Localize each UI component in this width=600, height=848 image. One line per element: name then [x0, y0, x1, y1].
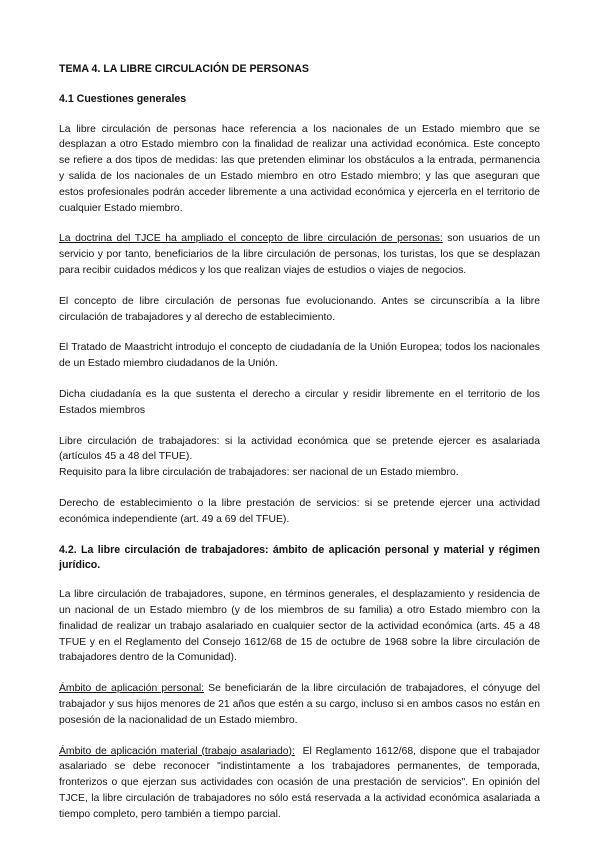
- section-heading-4-2: 4.2. La libre circulación de trabajadores: ámbito de aplicación personal y material y régimen jurídico.: [59, 543, 540, 572]
- paragraph-citizenship: Dicha ciudadanía es la que sustenta el derecho a circular y residir libremente en el territorio de los Estados miembros: [59, 388, 540, 416]
- paragraph-text: El Reglamento 1612/68, dispone que el trabajador asalariado se debe reconocer "indistintamente a los trabajadores permanentes, de temporada, fronterizos o que ejerzan sus actividades con ocasión de una prestación de servicios". En opinión del TJCE, la libre circulación de trabajadores no sólo está reservada a la actividad económica asalariada a tiempo completo, pero también a tiempo parcial.: [59, 745, 543, 820]
- paragraph-maastricht: El Tratado de Maastricht introdujo el concepto de ciudadanía de la Unión Europea; todos los nacionales de un Estado miembro ciudadanos de la Unión.: [59, 342, 540, 370]
- paragraph-text: son usuarios de un servicio y por tanto, beneficiarios de la libre circulación de personas, los turistas, los que se desplazan para recibir cuidados médicos y los que realizan viajes de estudios o viajes de negocios.: [59, 233, 540, 276]
- paragraph-text: Se beneficiarán de la libre circulación de trabajadores, el cónyuge del trabajador y sus hijos menores de 21 años que estén a su cargo, incluso si en ambos casos no están en posesión de la nacionalidad de un Estado miembro.: [59, 683, 541, 726]
- document-title: TEMA 4. LA LIBRE CIRCULACIÓN DE PERSONAS: [59, 63, 309, 75]
- section-heading-4-1: 4.1 Cuestiones generales: [59, 92, 187, 105]
- paragraph-tjce-doctrine: [59, 231, 540, 278]
- paragraph-requirement: Requisito para la libre circulación de trabajadores: ser nacional de un Estado miembro.: [59, 467, 459, 479]
- paragraph-definition: La libre circulación de personas hace referencia a los nacionales de un Estado miembro que se desplazan a otro Estado miembro con la finalidad de realizar una actividad económica. Este concepto se refiere a dos tipos de medidas: las que pretenden eliminar los obstáculos a la entrada, permanencia y salida de los nacionales de un Estado miembro en otro Estado miembro; y las que aseguran que estos profesionales podrán acceder libremente a una actividad económica y ejercerla en el territorio de cualquier Estado miembro.: [59, 123, 540, 214]
- underlined-lead: Ámbito de aplicación material (trabajo asalariado):: [59, 745, 295, 757]
- paragraph-evolution: El concepto de libre circulación de personas fue evolucionando. Antes se circunscribía a la libre circulación de trabajadores y al derecho de establecimiento.: [59, 295, 540, 323]
- paragraph-workers-definition: La libre circulación de trabajadores, supone, en términos generales, el desplazamiento y residencia de un nacional de un Estado miembro (y de los miembros de su familia) a otro Estado miembro con la finalidad de realizar un trabajo asalariado en cualquier sector de la actividad económica (arts. 45 a 48 TFUE y en el Reglamento del Consejo 1612/68 de 15 de octubre de 1968 sobre la libre circulación de trabajadores dentro de la Comunidad).: [59, 589, 540, 664]
- underlined-lead: La doctrina del TJCE ha ampliado el concepto de libre circulación de personas:: [59, 233, 443, 245]
- paragraph-workers: Libre circulación de trabajadores: si la actividad económica que se pretende ejercer es asalariada (artículos 45 a 48 del TFUE).: [59, 435, 540, 463]
- underlined-lead: Ámbito de aplicación personal:: [59, 683, 205, 695]
- paragraph-personal-scope: [59, 681, 540, 728]
- paragraph-establishment: Derecho de establecimiento o la libre prestación de servicios: si se pretende ejercer una actividad económica independiente (art. 49 a 69 del TFUE).: [59, 497, 540, 525]
- paragraph-material-scope: [59, 744, 543, 823]
